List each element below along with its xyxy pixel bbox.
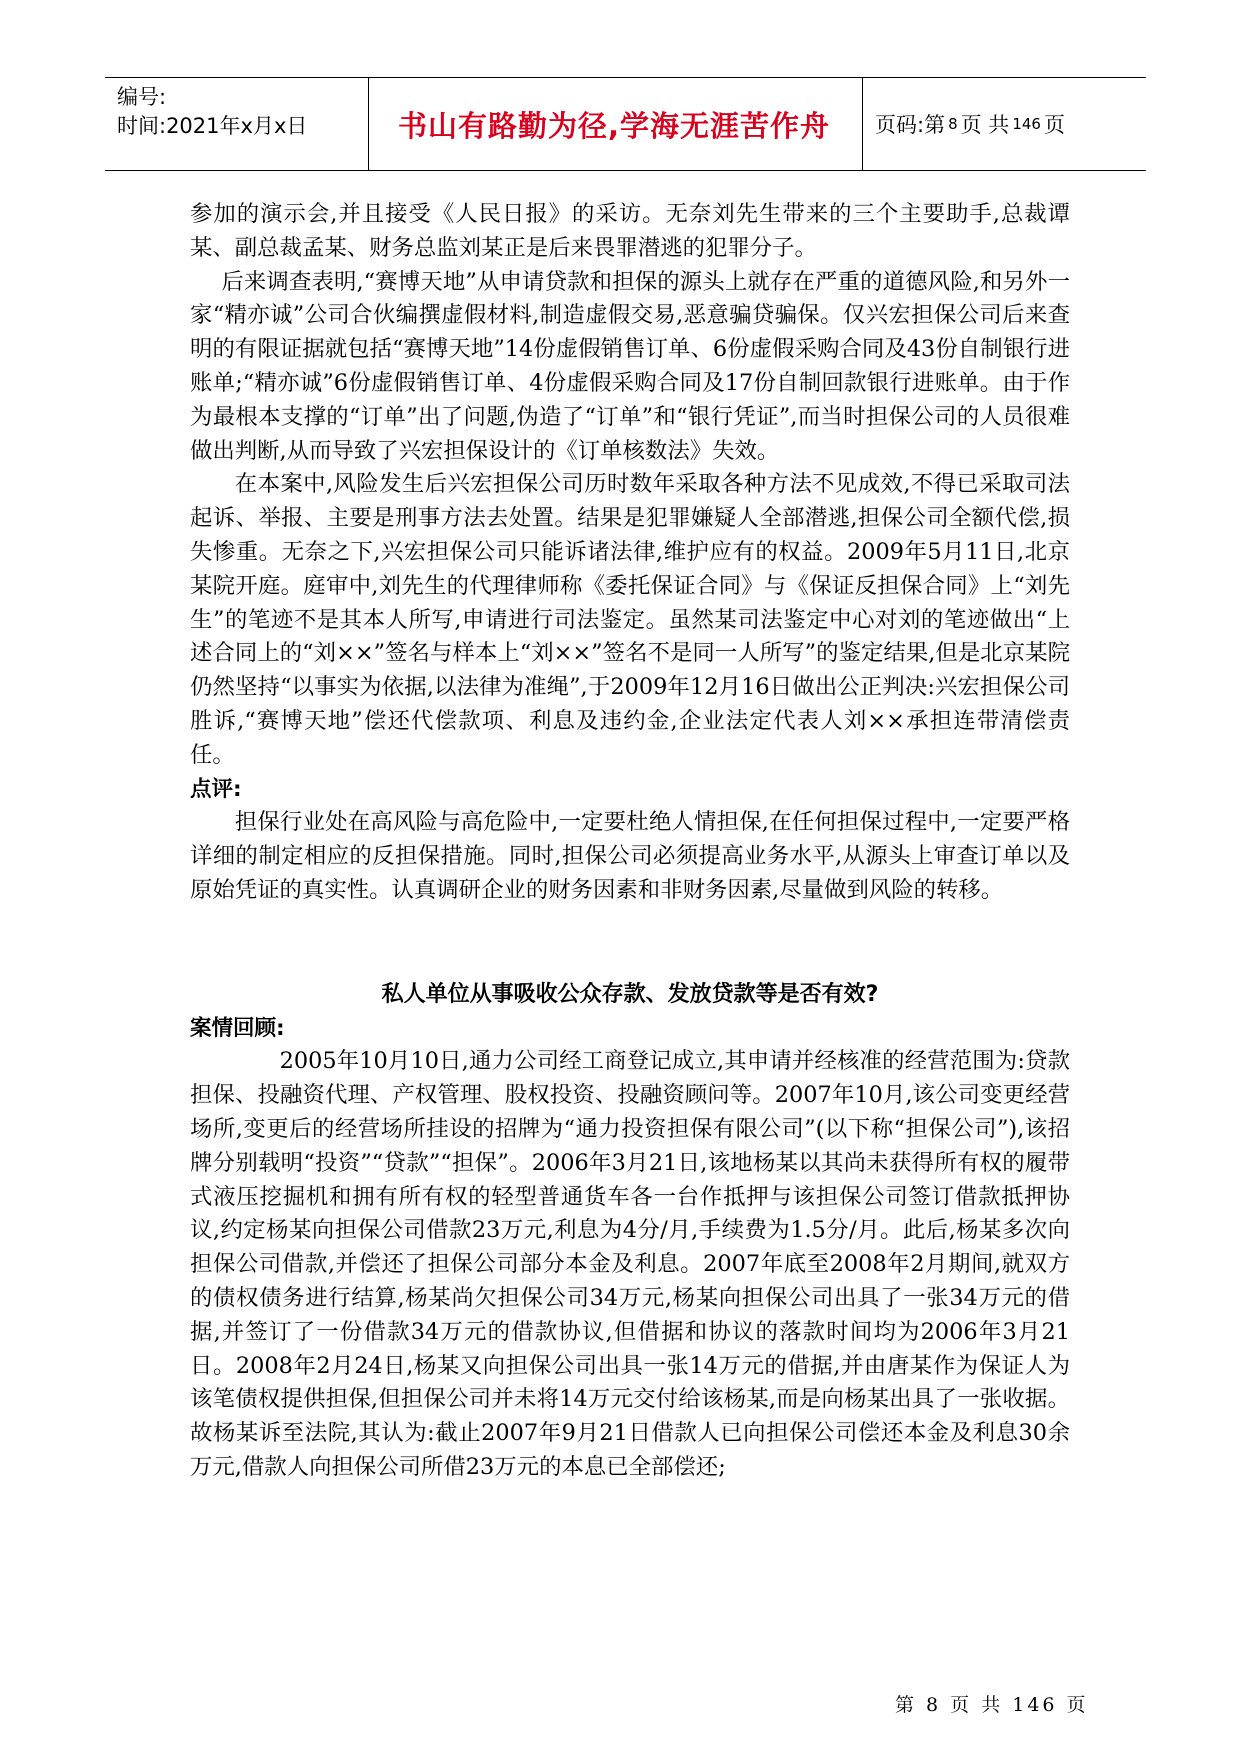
header-meta bbox=[117, 83, 307, 141]
header-motto: 书山有路勤为径,学海无涯苦作舟 bbox=[397, 108, 831, 143]
page-footer: 第 8 页 共 146 页 bbox=[895, 1694, 1089, 1716]
document-time: 时间:2021年x月x日 bbox=[117, 114, 308, 138]
paragraph-1: 参加的演示会,并且接受《人民日报》的采访。无奈刘先生带来的三个主要助手,总裁谭某、副总裁孟某、财务总监刘某正是后来畏罪潜逃的犯罪分子。 bbox=[190, 201, 1070, 261]
header-divider-right bbox=[862, 77, 863, 171]
comment-label: 点评: bbox=[190, 776, 242, 802]
page-mid: 页 共 bbox=[960, 113, 1010, 137]
paragraph-case: 2005年10月10日,通力公司经工商登记成立,其申请并经核准的经营范围为:贷款担保、投融资代理、产权管理、股权投资、投融资顾问等。2007年10月,该公司变更经营场所,变更后的经营场所挂设的招牌为“通力投资担保有限公司”(以下称“担保公司”),该招牌分别载明“投资”“贷款”“担保”。2006年3月21日,该地杨某以其尚未获得所有权的履带式液压挖掘机和拥有所有权的轻型普通货车各一台作抵押与该担保公司签订借款抵押协议,约定杨某向担保公司借款23万元,利息为4分/月,手续费为1.5分/月。此后,杨某多次向担保公司借款,并偿还了担保公司部分本金及利息。2007年底至2008年2月期间,就双方的债权债务进行结算,杨某尚欠担保公司34万元,杨某向担保公司出具了一张34万元的借据,并签订了一份借款34万元的借款协议,但借据和协议的落款时间均为2006年3月21日。2008年2月24日,杨某又向担保公司出具一张14万元的借据,并由唐某作为保证人为该笔债权提供担保,但担保公司并未将14万元交付给该杨某,而是向杨某出具了一张收据。故杨某诉至法院,其认为:截止2007年9月21日借款人已向担保公司偿还本金及利息30余万元,借款人向担保公司所借23万元的本息已全部偿还; bbox=[190, 1048, 1070, 1480]
section-title: 私人单位从事吸收公众存款、发放贷款等是否有效? bbox=[381, 981, 879, 1007]
paragraph-2: 后来调查表明,“赛博天地”从申请贷款和担保的源头上就存在严重的道德风险,和另外一家“精亦诚”公司合伙编撰虚假材料,制造虚假交易,恶意骗贷骗保。仅兴宏担保公司后来查明的有限证据就包括“赛博天地”14份虚假销售订单、6份虚假采购合同及43份自制银行进账单;“精亦诚”6份虚假销售订单、4份虚假采购合同及17份自制回款银行进账单。由于作为最根本支撑的“订单”出了问题,伪造了“订单”和“银行凭证”,而当时担保公司的人员很难做出判断,从而导致了兴宏担保设计的《订单核数法》失效。 bbox=[190, 268, 1070, 464]
paragraph-comment: 担保行业处在高风险与高危险中,一定要杜绝人情担保,在任何担保过程中,一定要严格详细的制定相应的反担保措施。同时,担保公司必须提高业务水平,从源头上审查订单以及原始凭证的真实性。认真调研企业的财务因素和非财务因素,尽量做到风险的转移。 bbox=[190, 809, 1070, 903]
paragraph-3: 在本案中,风险发生后兴宏担保公司历时数年采取各种方法不见成效,不得已采取司法起诉、举报、主要是刑事方法去处置。结果是犯罪嫌疑人全部潜逃,担保公司全额代偿,损失惨重。无奈之下,兴宏担保公司只能诉诸法律,维护应有的权益。2009年5月11日,北京某院开庭。庭审中,刘先生的代理律师称《委托保证合同》与《保证反担保合同》上“刘先生”的笔迹不是其本人所写,申请进行司法鉴定。虽然某司法鉴定中心对刘的笔迹做出“上述合同上的“刘××”签名与样本上“刘××”签名不是同一人所写”的鉴定结果,但是北京某院仍然坚持“以事实为依据,以法律为准绳”,于2009年12月16日做出公正判决:兴宏担保公司胜诉,“赛博天地”偿还代偿款项、利息及违约金,企业法定代表人刘××承担连带清偿责任。 bbox=[190, 471, 1070, 768]
section-gap bbox=[190, 908, 1070, 978]
case-label: 案情回顾: bbox=[190, 1015, 285, 1041]
page-header bbox=[105, 77, 1146, 171]
header-page-number bbox=[875, 77, 1065, 171]
page-prefix: 页码:第 bbox=[875, 113, 946, 137]
document-number-label: 编号: bbox=[117, 85, 167, 109]
header-divider-left bbox=[368, 77, 369, 171]
page-current: 8 bbox=[948, 115, 958, 133]
document-body bbox=[190, 198, 1070, 1485]
page-total: 146 bbox=[1012, 115, 1041, 133]
page-suffix: 页 bbox=[1043, 113, 1065, 137]
header-bottom-rule bbox=[105, 170, 1146, 171]
